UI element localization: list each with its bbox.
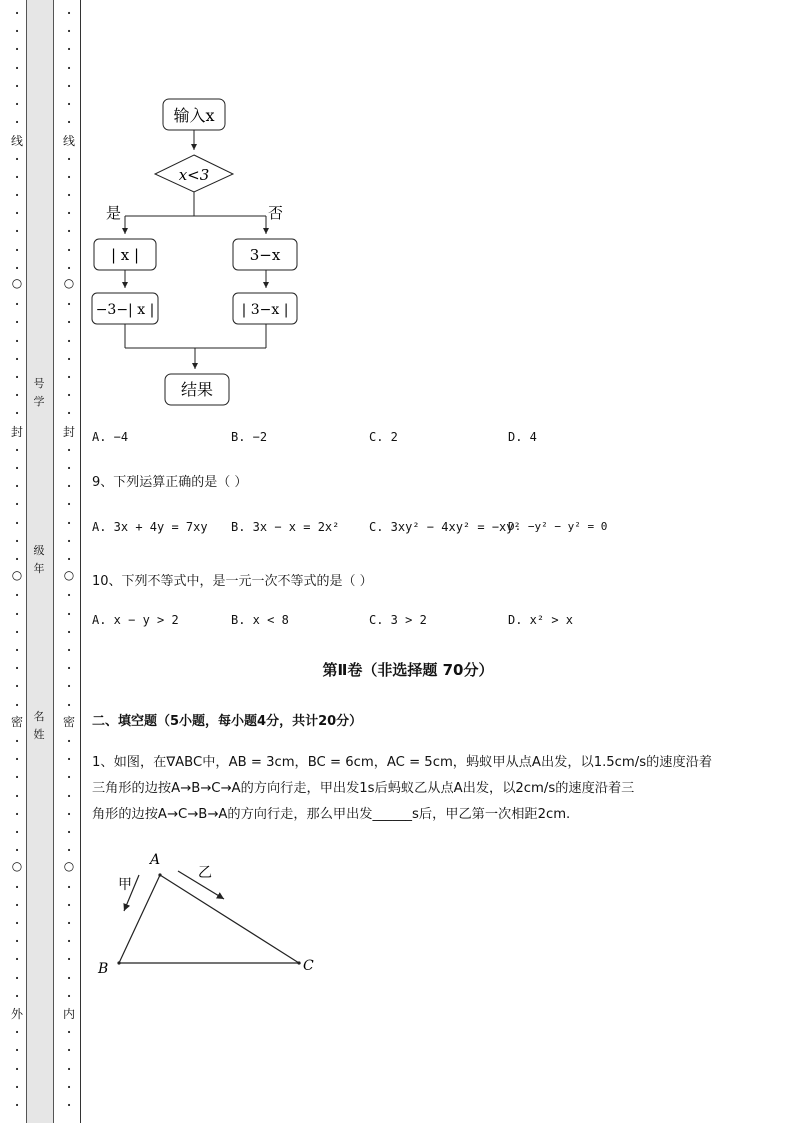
right-mark-xian: 线: [62, 134, 75, 148]
dot: ·: [15, 189, 19, 202]
dot: ·: [67, 98, 71, 111]
dot: ·: [15, 807, 19, 821]
section-heading: 二、填空题（5小题，每小题4分，共计20分）: [92, 714, 363, 729]
right-box-1-label: 3−x: [249, 246, 281, 264]
dot: ·: [15, 298, 19, 312]
ant-jia-label: 甲: [118, 877, 132, 893]
dot: ·: [67, 389, 71, 403]
dot: ·: [67, 443, 71, 457]
dot: ·: [67, 1080, 71, 1094]
dot: ·: [67, 607, 71, 621]
dot: ·: [67, 43, 71, 57]
dot: ·: [67, 207, 71, 221]
dot: ·: [15, 170, 19, 184]
dot: ·: [15, 771, 19, 785]
dot: ·: [15, 1080, 19, 1094]
dot: ·: [15, 880, 19, 894]
dot: ·: [15, 498, 19, 512]
dot: ·: [67, 771, 71, 785]
dot: ·: [67, 789, 71, 803]
dot: ·: [15, 243, 19, 257]
dot: ·: [15, 98, 19, 111]
dot: ·: [67, 1044, 71, 1058]
dot: ·: [67, 316, 71, 330]
dot: ·: [67, 1026, 71, 1040]
fill1-line-2: 三角形的边按A→B→C→A的方向行走，甲出发1s后蚂蚁乙从点A出发，以2cm/s的速度沿着三: [92, 781, 635, 796]
dot: ·: [67, 953, 71, 967]
part2-title: 第Ⅱ卷（非选择题 70分）: [322, 661, 494, 679]
q9-stem: 9、下列运算正确的是（ ）: [92, 475, 248, 490]
ant-yi-label: 乙: [198, 865, 212, 881]
dot: ·: [67, 589, 71, 603]
dot: ·: [67, 753, 71, 767]
field-char: 学: [33, 395, 45, 408]
dot: ·: [15, 7, 19, 20]
q8-option-d: D. 4: [508, 430, 537, 444]
dot: ·: [67, 225, 71, 239]
field-char: 级: [33, 544, 45, 557]
field-char: 号: [33, 377, 45, 390]
dot: ·: [15, 462, 19, 475]
fill1-line-1: 1、如图，在∇ABC中，AB = 3cm，BC = 6cm，AC = 5cm，蚂蚁甲从点A出发，以1.5cm/s的速度沿着: [92, 755, 713, 770]
dot: ·: [15, 516, 19, 530]
dot: ·: [67, 79, 71, 93]
q8-option-b: B. −2: [231, 430, 268, 444]
dot: ·: [15, 1062, 19, 1076]
dot: ·: [15, 534, 19, 548]
left-mark-circle: ○: [11, 859, 23, 873]
dot: ·: [15, 334, 19, 348]
dot: ·: [67, 298, 71, 312]
dot: ·: [67, 698, 71, 712]
dot: ·: [67, 662, 71, 676]
condition-label: x<3: [178, 166, 210, 184]
q10-option-d: D. x² > x: [508, 613, 574, 627]
q8-option-c: C. 2: [369, 430, 398, 444]
dot: ·: [67, 407, 71, 421]
dot: ·: [15, 371, 19, 384]
dot: ·: [67, 498, 71, 512]
dot: ·: [15, 898, 19, 912]
dot: ·: [67, 898, 71, 912]
margin-rule: [80, 0, 81, 1123]
dot: ·: [67, 352, 71, 366]
dot: ·: [67, 189, 71, 202]
q9-option-a: A. 3x + 4y = 7xy: [92, 520, 208, 534]
dot: ·: [15, 1099, 19, 1112]
dot: ·: [67, 25, 71, 39]
dot: ·: [15, 389, 19, 403]
dot: ·: [67, 61, 71, 75]
dot: ·: [15, 225, 19, 239]
field-char: 姓: [33, 728, 45, 741]
dot: ·: [15, 443, 19, 457]
dot: ·: [15, 935, 19, 949]
left-box-2-label: −3−| x |: [95, 302, 155, 318]
dot: ·: [67, 735, 71, 748]
q10-option-a: A. x − y > 2: [92, 613, 179, 627]
field-student-number: [28, 375, 50, 411]
dot: ·: [67, 625, 71, 639]
q9-option-c: C. 3xy² − 4xy² = −xy²: [369, 520, 521, 534]
q10-stem: 10、下列不等式中，是一元一次不等式的是（ ）: [92, 574, 373, 589]
dot: ·: [67, 680, 71, 694]
dot: ·: [15, 152, 19, 166]
dot: ·: [15, 680, 19, 694]
dot: ·: [67, 553, 71, 566]
dot: ·: [15, 61, 19, 75]
dot: ·: [15, 589, 19, 603]
dot: ·: [15, 25, 19, 39]
dot: ·: [67, 243, 71, 257]
q8-option-a: A. −4: [92, 430, 129, 444]
dot: ·: [67, 880, 71, 894]
flowchart-body: [88, 92, 298, 412]
dot: ·: [15, 79, 19, 93]
right-mark-mi: 密: [62, 715, 75, 729]
dot: ·: [15, 625, 19, 639]
left-mark-feng: 封: [10, 425, 23, 439]
dot: ·: [15, 261, 19, 275]
result-label: 结果: [180, 380, 214, 399]
dot: ·: [15, 826, 19, 839]
dot: ·: [67, 516, 71, 530]
vertex-a: A: [150, 852, 161, 868]
dot: ·: [67, 971, 71, 985]
dot: ·: [67, 644, 71, 657]
no-label: 否: [268, 204, 284, 222]
q9-option-d: D. −y² − y² = 0: [508, 520, 608, 533]
left-mark-circle: ○: [11, 276, 23, 290]
dot: ·: [67, 826, 71, 839]
dot: ·: [67, 371, 71, 384]
left-mark-mi: 密: [10, 715, 23, 729]
dot: ·: [15, 662, 19, 676]
dot: ·: [67, 935, 71, 949]
dot: ·: [15, 607, 19, 621]
dot: ·: [15, 789, 19, 803]
dot: ·: [15, 553, 19, 566]
vertex-b: B: [98, 961, 109, 977]
dot: ·: [67, 116, 71, 130]
dot: ·: [67, 1062, 71, 1076]
input-label: 输入x: [173, 106, 215, 125]
dot: ·: [15, 735, 19, 748]
dot: ·: [15, 953, 19, 967]
yes-label: 是: [106, 204, 122, 222]
dot: ·: [67, 334, 71, 348]
dot: ·: [67, 170, 71, 184]
dot: ·: [15, 644, 19, 657]
right-mark-nei: 内: [62, 1007, 75, 1021]
dot: ·: [67, 261, 71, 275]
q10-option-b: B. x < 8: [231, 613, 289, 627]
dot: ·: [67, 844, 71, 858]
right-mark-circle: ○: [63, 276, 75, 290]
dot: ·: [15, 844, 19, 858]
field-char: 名: [33, 710, 45, 723]
triangle-abc: [119, 875, 299, 963]
right-mark-circle: ○: [63, 859, 75, 873]
q10-option-c: C. 3 > 2: [369, 613, 427, 627]
left-dotted-line: [10, 0, 24, 1123]
q9-option-b: B. 3x − x = 2x²: [231, 520, 340, 534]
dot: ·: [67, 462, 71, 475]
left-mark-xian: 线: [10, 134, 23, 148]
dot: ·: [15, 43, 19, 57]
dot: ·: [15, 316, 19, 330]
dot: ·: [67, 1099, 71, 1112]
dot: ·: [67, 917, 71, 930]
dot: ·: [15, 989, 19, 1003]
left-mark-wai: 外: [10, 1007, 23, 1021]
dot: ·: [67, 807, 71, 821]
dot: ·: [15, 116, 19, 130]
triangle-figure: [92, 845, 332, 985]
dot: ·: [15, 1044, 19, 1058]
dot: ·: [67, 989, 71, 1003]
right-mark-feng: 封: [62, 425, 75, 439]
right-box-2-label: | 3−x |: [241, 302, 289, 318]
dot: ·: [15, 407, 19, 421]
left-mark-circle: ○: [11, 568, 23, 582]
field-grade: [28, 542, 50, 578]
dot: ·: [67, 480, 71, 494]
right-dotted-line: [62, 0, 76, 1123]
dot: ·: [15, 352, 19, 366]
fill1-line-3: 角形的边按A→C→B→A的方向行走，那么甲出发______s后，甲乙第一次相距2cm.: [92, 807, 571, 822]
dot: ·: [67, 7, 71, 20]
dot: ·: [15, 971, 19, 985]
vertex-c: C: [303, 958, 314, 974]
dot: ·: [15, 917, 19, 930]
field-name: [28, 708, 50, 744]
dot: ·: [67, 152, 71, 166]
dot: ·: [15, 753, 19, 767]
dot: ·: [15, 698, 19, 712]
fill-question-1: [92, 750, 752, 828]
dot: ·: [15, 480, 19, 494]
dot: ·: [15, 207, 19, 221]
dot: ·: [15, 1026, 19, 1040]
dot: ·: [67, 534, 71, 548]
right-mark-circle: ○: [63, 568, 75, 582]
left-box-1-label: | x |: [110, 246, 140, 264]
field-char: 年: [33, 562, 45, 575]
